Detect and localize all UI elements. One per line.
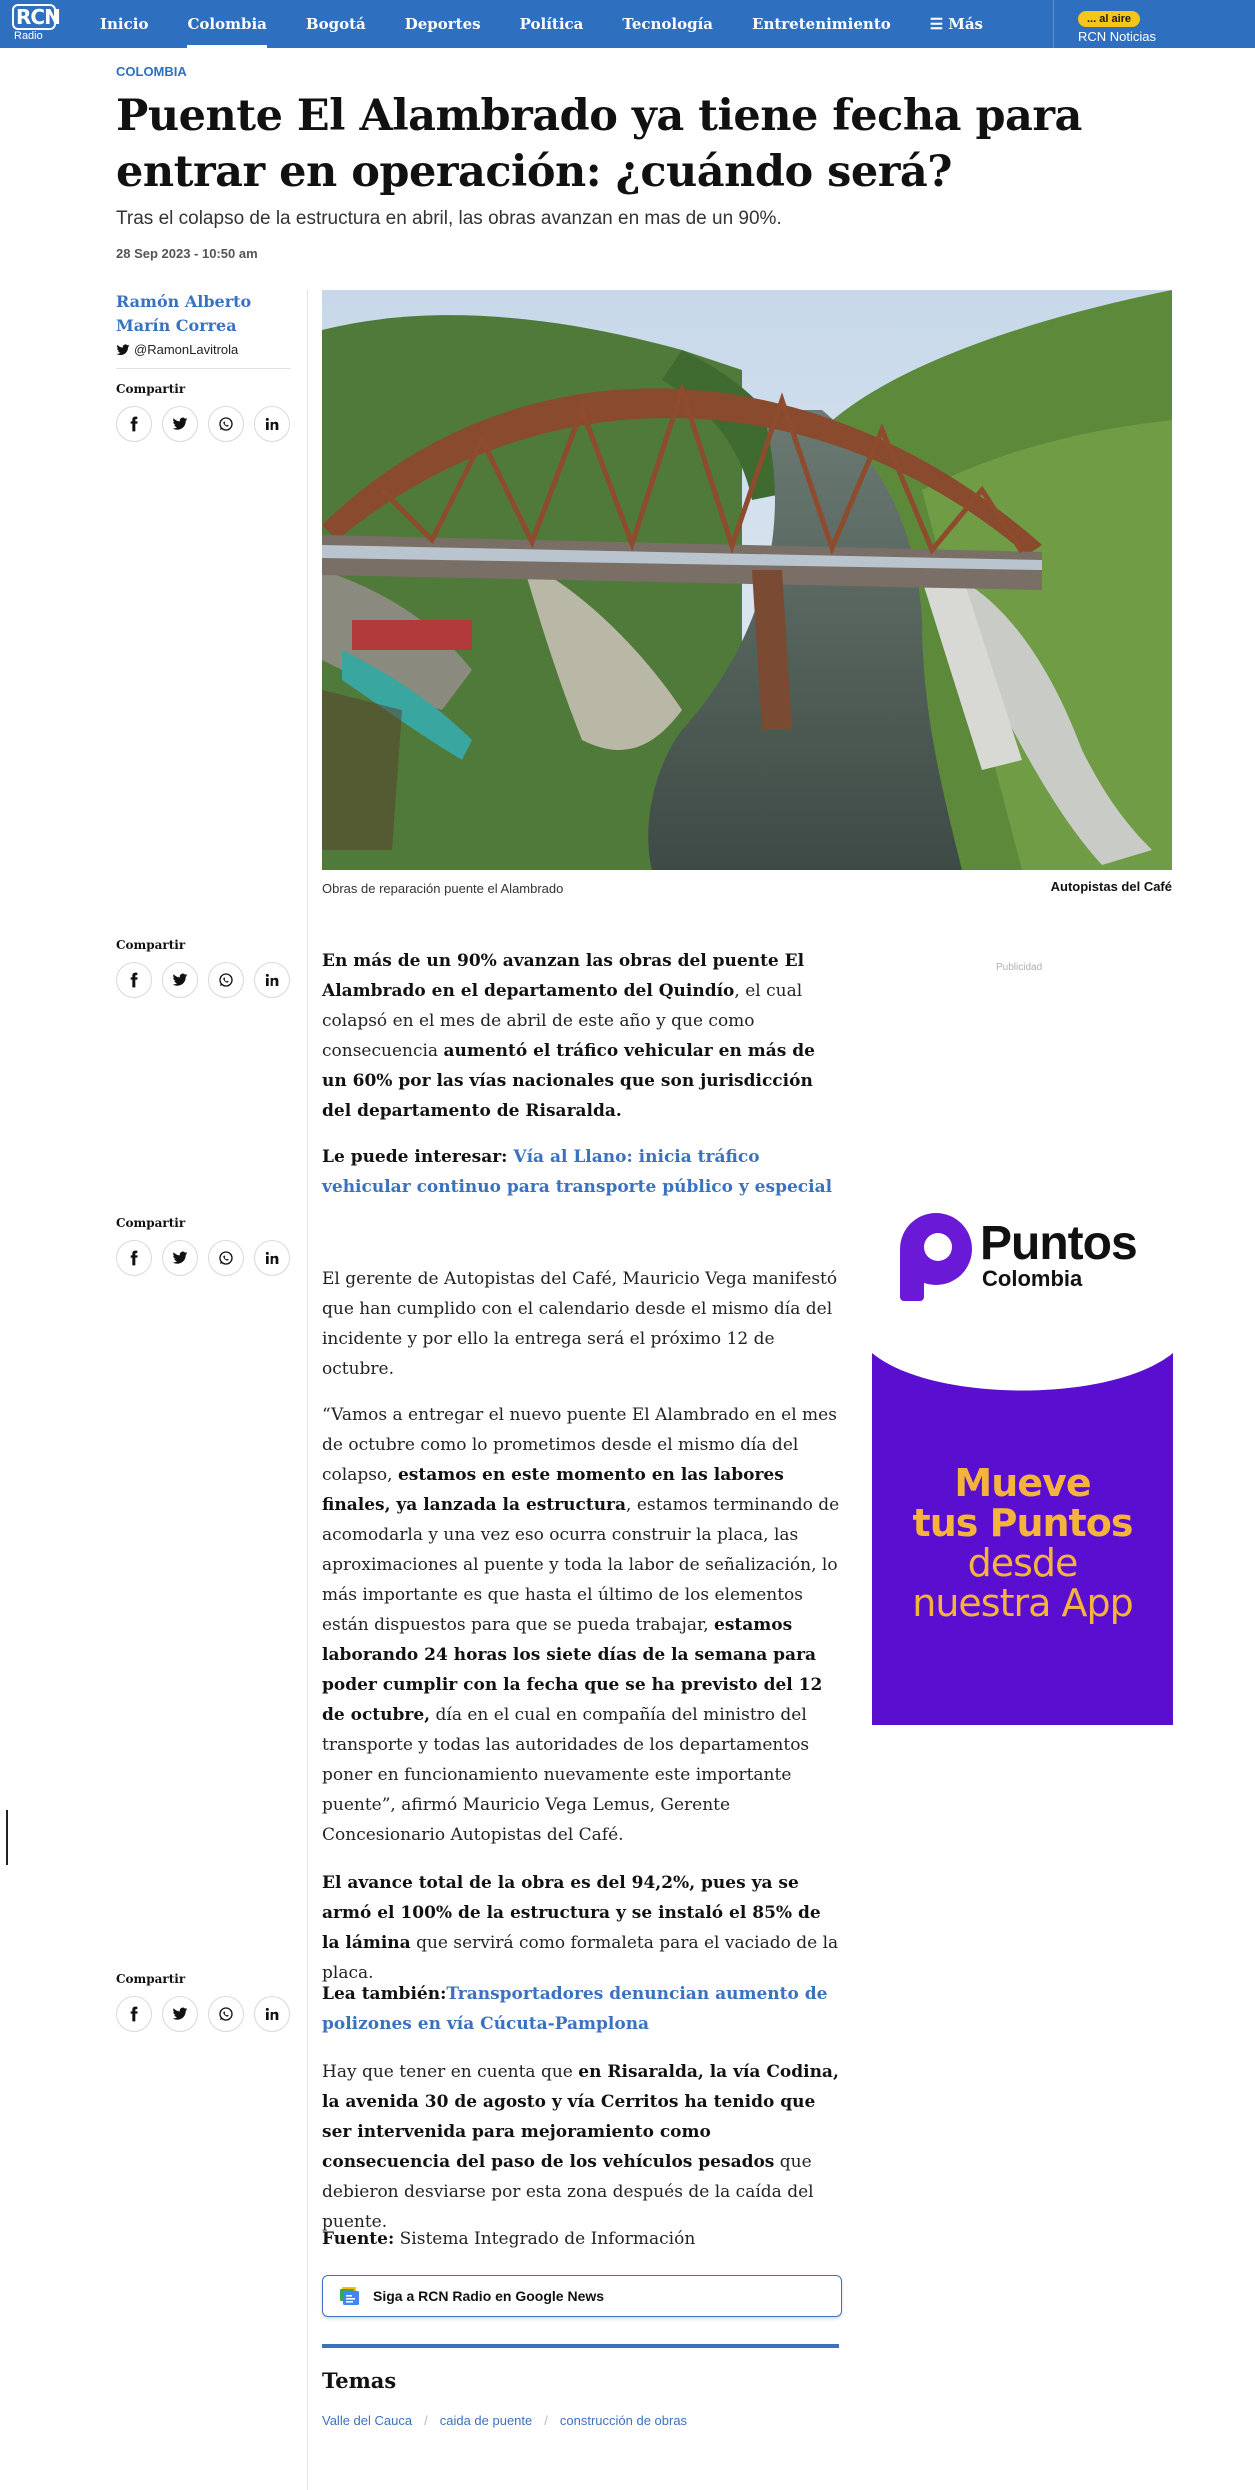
tags-list (322, 2413, 687, 2428)
share-facebook-button[interactable] (116, 962, 152, 998)
rcn-radio-logo[interactable] (12, 4, 68, 44)
tag-separator: / (424, 2413, 428, 2428)
p1-bold-2: aumentó el tráfico vehicular en más de un 60% por las vías nacionales que son jurisdicción del departamento de Risaralda. (322, 1041, 815, 1121)
facebook-icon (126, 972, 142, 988)
share-label: Compartir (116, 1972, 186, 1986)
puntos-brand-sub: Colombia (982, 1266, 1083, 1291)
related-label: Le puede interesar: (322, 1147, 514, 1167)
source-value: Sistema Integrado de Información (399, 2229, 696, 2249)
share-twitter-button[interactable] (162, 962, 198, 998)
p4-bold: El avance total de la obra es del 94,2%, pues ya se armó el 100% de la estructura y se instaló el 85% de la lámina (322, 1873, 821, 1953)
column-divider (307, 290, 308, 2490)
nav-item-mas[interactable] (930, 0, 983, 48)
nav-item-inicio[interactable]: Inicio (100, 15, 149, 33)
share-twitter-button[interactable] (162, 406, 198, 442)
share-twitter-button[interactable] (162, 1240, 198, 1276)
logo-sub: Radio (14, 30, 43, 42)
p1-text-1: , el cual colapsó en el mes de abril de este año y que como consecuencia (322, 981, 803, 1061)
nav-item-entretenimiento[interactable]: Entretenimiento (752, 15, 891, 33)
p1-bold-1: En más de un 90% avanzan las obras del puente El Alambrado en el departamento del Quindío (322, 951, 805, 1001)
ad-panel (872, 1353, 1173, 1725)
whatsapp-icon (218, 972, 234, 988)
advertisement-puntos-colombia[interactable] (872, 1205, 1173, 1725)
ad-line-3: desde (967, 1541, 1078, 1585)
share-label: Compartir (116, 1216, 186, 1230)
google-news-label: Siga a RCN Radio en Google News (373, 2288, 605, 2304)
share-facebook-button[interactable] (116, 1240, 152, 1276)
share-twitter-button[interactable] (162, 1996, 198, 2032)
share-whatsapp-button[interactable] (208, 406, 244, 442)
facebook-icon (126, 1250, 142, 1266)
ad-line-1: Mueve (954, 1461, 1091, 1505)
paragraph-5 (322, 2057, 842, 2237)
share-linkedin-button[interactable] (254, 1996, 290, 2032)
share-linkedin-button[interactable] (254, 962, 290, 998)
author-name[interactable]: Ramón Alberto Marín Correa (116, 292, 252, 335)
paragraph-2 (322, 1264, 842, 1384)
puntos-logo (892, 1205, 1162, 1305)
share-label: Compartir (116, 382, 186, 396)
twitter-icon (172, 1250, 188, 1266)
article-subtitle: Tras el colapso de la estructura en abril, las obras avanzan en mas de un 90%. (116, 208, 782, 229)
share-facebook-button[interactable] (116, 406, 152, 442)
related-link-via-al-llano[interactable]: Vía al Llano: inicia tráfico vehicular continuo para transporte público y especial (322, 1147, 833, 1197)
live-station-name: RCN Noticias (1078, 29, 1157, 44)
ad-line-4: nuestra App (912, 1581, 1133, 1625)
nav-menu (100, 0, 1022, 48)
temas-divider (322, 2344, 839, 2348)
tag-separator: / (544, 2413, 548, 2428)
p3-text-1: “Vamos a entregar el nuevo puente El Alambrado en el mes de octubre como lo prometimos desde el mismo día del colapso, (322, 1405, 837, 1485)
nav-item-bogota[interactable]: Bogotá (305, 15, 366, 33)
p2-text: El gerente de Autopistas del Café, Mauricio Vega manifestó que han cumplido con el calendario desde el mismo día del incidente y por ello la entrega será el próximo 12 de octubre. (322, 1269, 838, 1379)
live-badge: ... al aire (1078, 11, 1140, 27)
google-news-icon (339, 2287, 359, 2305)
publish-date: 28 Sep 2023 - 10:50 am (116, 246, 258, 261)
twitter-icon (172, 416, 188, 432)
paragraph-1 (322, 946, 842, 1126)
puntos-brand: Puntos (980, 1217, 1137, 1270)
google-news-follow-button[interactable] (322, 2275, 842, 2317)
tag-caida-de-puente[interactable]: caida de puente (439, 2413, 533, 2428)
bridge-photo-illustration (322, 290, 1172, 870)
twitter-icon (172, 2006, 188, 2022)
p3-text-3: día en el cual en compañía del ministro del transporte y todas las autoridades de los departamentos poner en funcionamiento nuevamente este importante puente”, afirmó Mauricio Vega Lemus, Gerente Concesionario Autopistas del Café. (322, 1705, 810, 1845)
p5-bold: en Risaralda, la vía Codina, la avenida 30 de agosto y vía Cerritos ha tenido que ser intervenida para mejoramiento como consecuencia del paso de los vehículos pesados (322, 2062, 839, 2172)
linkedin-icon (264, 2006, 280, 2022)
hero-image-bridge[interactable] (322, 290, 1172, 870)
divider (116, 368, 291, 369)
nav-item-tecnologia[interactable]: Tecnología (622, 15, 714, 33)
puntos-p-icon (892, 1205, 972, 1305)
linkedin-icon (264, 416, 280, 432)
related-link-polizones[interactable]: Transportadores denuncian aumento de polizones en vía Cúcuta-Pamplona (322, 1984, 828, 2034)
p3-bold-1: estamos en este momento en las labores finales, ya lanzada la estructura (322, 1465, 784, 1515)
facebook-icon (126, 2006, 142, 2022)
share-whatsapp-button[interactable] (208, 1240, 244, 1276)
nav-item-politica[interactable]: Política (519, 15, 584, 33)
share-facebook-button[interactable] (116, 1996, 152, 2032)
share-block-1 (116, 382, 300, 442)
nav-item-deportes[interactable]: Deportes (404, 15, 481, 33)
nav-item-colombia[interactable]: Colombia (187, 0, 266, 48)
source-label: Fuente: (322, 2229, 395, 2249)
p5-text-2: que debieron desviarse por esta zona después de la caída del puente. (322, 2152, 814, 2232)
ad-label: Publicidad (996, 962, 1043, 973)
facebook-icon (126, 416, 142, 432)
text-cursor (6, 1810, 8, 1865)
share-block-2 (116, 938, 300, 998)
source-line (322, 2224, 842, 2254)
tag-valle-del-cauca[interactable]: Valle del Cauca (322, 2413, 413, 2428)
related-article-2 (322, 1979, 842, 2039)
logo-mark: RCN (12, 4, 56, 30)
whatsapp-icon (218, 416, 234, 432)
nav-item-mas-label: Más (948, 15, 983, 33)
top-navigation-bar (0, 0, 1255, 48)
article-title: Puente El Alambrado ya tiene fecha para entrar en operación: ¿cuándo será? (116, 91, 1082, 197)
related-label: Lea también: (322, 1984, 447, 2004)
share-whatsapp-button[interactable] (208, 1996, 244, 2032)
related-article-1 (322, 1142, 842, 1202)
paragraph-4 (322, 1868, 842, 1988)
p3-bold-2: estamos laborando 24 horas los siete días de la semana para poder cumplir con la fecha que se ha previsto del 12 de octubre, (322, 1615, 823, 1725)
share-block-4 (116, 1972, 300, 2032)
author-twitter[interactable] (116, 342, 238, 357)
section-label[interactable]: COLOMBIA (116, 64, 187, 79)
twitter-icon (116, 343, 130, 357)
p4-text: que servirá como formaleta para el vaciado de la placa. (322, 1933, 839, 1983)
share-linkedin-button[interactable] (254, 406, 290, 442)
ad-line-2: tus Puntos (912, 1501, 1133, 1545)
share-label: Compartir (116, 938, 186, 952)
image-caption: Obras de reparación puente el Alambrado (322, 881, 564, 896)
image-credit: Autopistas del Café (1050, 879, 1172, 894)
share-linkedin-button[interactable] (254, 1240, 290, 1276)
whatsapp-icon (218, 1250, 234, 1266)
temas-title: Temas (322, 2368, 397, 2393)
tag-construccion-de-obras[interactable]: construcción de obras (559, 2413, 688, 2428)
twitter-handle: @RamonLavitrola (134, 342, 239, 357)
share-whatsapp-button[interactable] (208, 962, 244, 998)
hamburger-icon: ☰ (929, 15, 944, 33)
share-block-3 (116, 1216, 300, 1276)
p3-text-2: , estamos terminando de acomodarla y una vez eso ocurra construir la placa, las aproximaciones al puente y toda la labor de señalización, lo más importante es que hasta el último de los elementos están dispuestos para que se pueda trabajar, (322, 1495, 840, 1635)
whatsapp-icon (218, 2006, 234, 2022)
linkedin-icon (264, 972, 280, 988)
twitter-icon (172, 972, 188, 988)
live-radio-widget[interactable] (1053, 0, 1255, 48)
paragraph-3 (322, 1400, 842, 1850)
linkedin-icon (264, 1250, 280, 1266)
p5-text-1: Hay que tener en cuenta que (322, 2062, 579, 2082)
